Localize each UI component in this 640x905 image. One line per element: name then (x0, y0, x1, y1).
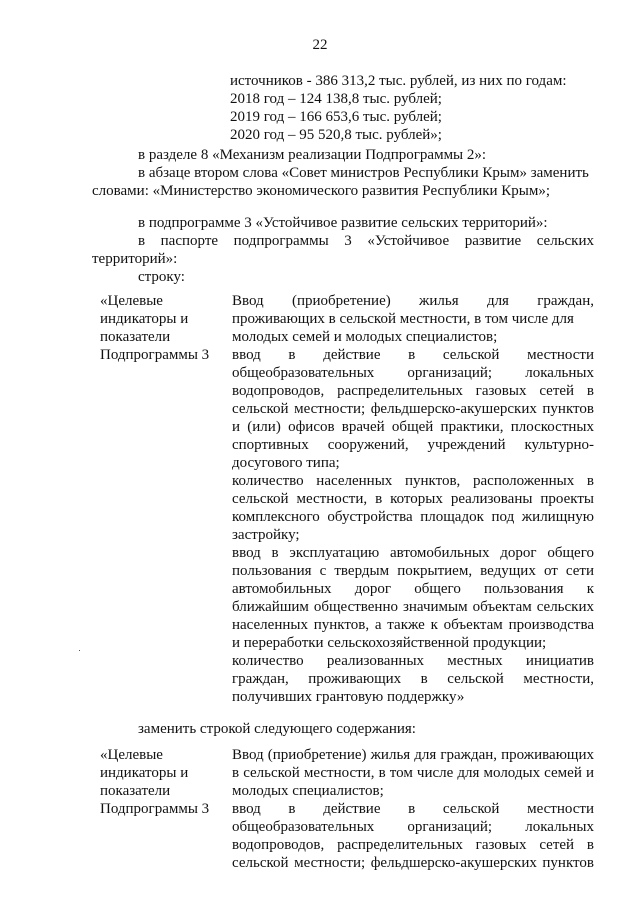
table1-right-line: водопроводов, распределительных газовых сетей в (232, 383, 594, 399)
table1-right-line: ввод в эксплуатацию автомобильных дорог общего (232, 545, 594, 561)
funding-line: 2020 год – 95 520,8 тыс. рублей»; (230, 127, 442, 143)
table2-right-line: молодых специалистов; (232, 783, 384, 799)
table2-left-line: Подпрограммы 3 (100, 801, 210, 817)
table2-left-line: индикаторы и (100, 765, 189, 781)
table1-right-line: ближайшим общественно значимым объектам сельских (232, 599, 594, 615)
replace-line: заменить строкой следующего содержания: (138, 721, 416, 737)
subprog3-line: в подпрограмме 3 «Устойчивое развитие сельских территорий»: (138, 215, 548, 231)
subprog3-line: территорий»: (92, 251, 178, 267)
table1-right-line: досугового типа; (232, 455, 340, 471)
table1-right-line: населенных пунктов, а также к объектам производства (232, 617, 594, 633)
table2-right-line: Ввод (приобретение) жилья для граждан, проживающих (232, 747, 594, 763)
table1-right-line: сельской местности, в которых реализованы проекты (232, 491, 594, 507)
funding-line: 2019 год – 166 653,6 тыс. рублей; (230, 109, 442, 125)
table1-right-line: автомобильных дорог общего пользования к (232, 581, 594, 597)
table1-right-line: Ввод (приобретение) жилья для граждан, (232, 293, 594, 309)
table2-right-line: ввод в действие в сельской местности (232, 801, 594, 817)
table1-right-line: количество населенных пунктов, расположенных в (232, 473, 594, 489)
table1-right-line: проживающих в сельской местности, в том числе для (232, 311, 574, 327)
subprog3-line: в паспорте подпрограммы 3 «Устойчивое развитие сельских (138, 233, 594, 249)
table1-right-line: спортивных сооружений, учреждений культурно- (232, 437, 594, 453)
table2-right-line: в сельской местности, в том числе для молодых семей и (232, 765, 594, 781)
table2-right-line: водопроводов, распределительных газовых сетей в (232, 837, 594, 853)
table1-right-line: ввод в действие в сельской местности (232, 347, 594, 363)
table1-right-line: пользования с твердым покрытием, ведущих от сети (232, 563, 594, 579)
table1-right-line: граждан, проживающих в сельской местности, (232, 671, 594, 687)
table1-left-line: индикаторы и (100, 311, 189, 327)
table1-left-line: показатели (100, 329, 171, 345)
table1-right-line: и (или) офисов врачей общей практики, плоскостных (232, 419, 594, 435)
scan-speck (79, 650, 80, 651)
table1-right-line: молодых семей и молодых специалистов; (232, 329, 498, 345)
table1-right-line: общеобразовательных организаций; локальных (232, 365, 594, 381)
table1-right-line: комплексного обустройства площадок под жилищную (232, 509, 594, 525)
table2-right-line: общеобразовательных организаций; локальных (232, 819, 594, 835)
table1-left-line: Подпрограммы 3 (100, 347, 210, 363)
table1-right-line: и переработки сельскохозяйственной продукции; (232, 635, 547, 651)
table2-right-line: сельской местности; фельдшерско-акушерских пунктов (232, 855, 594, 871)
subprog3-line: строку: (138, 269, 185, 285)
table1-right-line: застройку; (232, 527, 300, 543)
page-number: 22 (312, 37, 328, 53)
table2-left-line: показатели (100, 783, 171, 799)
table1-right-line: количество реализованных местных инициатив (232, 653, 594, 669)
table1-right-line: получивших грантовую поддержку» (232, 689, 465, 705)
funding-line: источников - 386 313,2 тыс. рублей, из них по годам: (230, 73, 567, 89)
table1-right-line: сельской местности; фельдшерско-акушерских пунктов (232, 401, 594, 417)
section8-line: в абзаце втором слова «Совет министров Республики Крым» заменить (138, 165, 589, 181)
table1-left-line: «Целевые (100, 293, 163, 309)
table2-left-line: «Целевые (100, 747, 163, 763)
funding-line: 2018 год – 124 138,8 тыс. рублей; (230, 91, 442, 107)
section8-line: в разделе 8 «Механизм реализации Подпрограммы 2»: (138, 147, 487, 163)
section8-line: словами: «Министерство экономического развития Республики Крым»; (92, 183, 551, 199)
